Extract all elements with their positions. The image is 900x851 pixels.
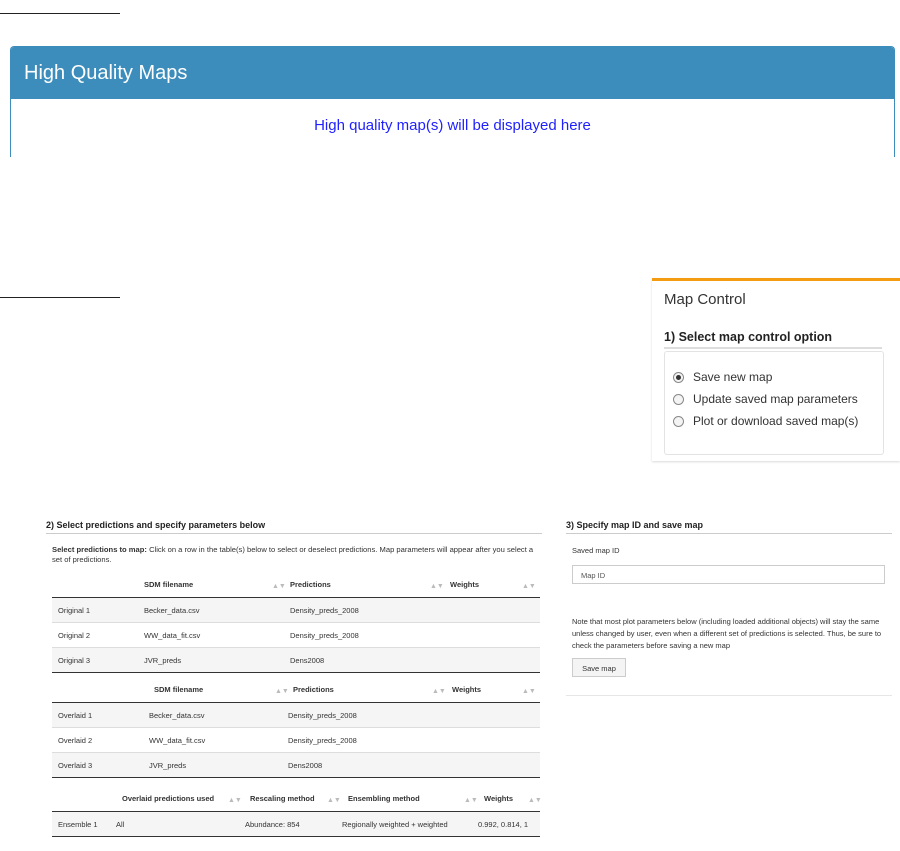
saved-map-id-label: Saved map ID bbox=[572, 546, 620, 555]
save-map-button[interactable]: Save map bbox=[572, 658, 626, 677]
col-rescaling[interactable]: Rescaling method bbox=[250, 794, 315, 803]
panel-title: 3) Specify map ID and save map bbox=[566, 520, 704, 530]
row-file: JVR_preds bbox=[144, 656, 182, 665]
row-file: WW_data_fit.csv bbox=[144, 631, 201, 640]
divider bbox=[46, 533, 542, 534]
table-header bbox=[52, 781, 540, 812]
row-id: Original 1 bbox=[58, 606, 91, 615]
ensemble-predictions-table bbox=[52, 781, 540, 837]
table-row[interactable] bbox=[52, 648, 540, 673]
row-id: Original 2 bbox=[58, 631, 91, 640]
instruction-bold: Select predictions to map: bbox=[52, 545, 147, 554]
table-row[interactable] bbox=[52, 728, 540, 753]
save-note: Note that most plot parameters below (including loaded additional objects) will stay the same unless changed by user, even when a different set of predictions is selected. Thus, be sure to check the parameters before saving a new map bbox=[572, 617, 882, 650]
sort-icon[interactable]: ▲▼ bbox=[528, 797, 542, 804]
row-file: JVR_preds bbox=[149, 761, 187, 770]
hq-header: High Quality Maps bbox=[11, 47, 894, 99]
table-header bbox=[52, 672, 540, 703]
sort-icon[interactable]: ▲▼ bbox=[272, 583, 286, 590]
row-method: Regionally weighted + weighted bbox=[342, 820, 448, 829]
underline-mark-top bbox=[0, 13, 120, 14]
divider bbox=[664, 347, 882, 349]
row-id: Overlaid 1 bbox=[58, 711, 93, 720]
radio-save-new-map[interactable] bbox=[673, 370, 772, 384]
row-weights: 0.992, 0.814, 1 bbox=[478, 820, 529, 829]
row-file: Becker_data.csv bbox=[144, 606, 200, 615]
radio-unchecked-icon[interactable] bbox=[673, 394, 684, 405]
sort-icon[interactable]: ▲▼ bbox=[522, 583, 536, 590]
radio-label: Save new map bbox=[693, 370, 773, 384]
row-id: Overlaid 2 bbox=[58, 736, 93, 745]
col-overlaid-used[interactable]: Overlaid predictions used bbox=[122, 794, 215, 803]
row-file: Becker_data.csv bbox=[149, 711, 205, 720]
col-sdm-filename[interactable]: SDM filename bbox=[154, 685, 204, 694]
row-pred: Density_preds_2008 bbox=[290, 606, 359, 615]
col-predictions[interactable]: Predictions bbox=[293, 685, 334, 694]
map-control-subtitle: 1) Select map control option bbox=[664, 330, 833, 344]
save-map-panel bbox=[562, 515, 895, 697]
sort-icon[interactable]: ▲▼ bbox=[464, 797, 478, 804]
original-predictions-table bbox=[52, 567, 540, 673]
radio-update-saved-map[interactable] bbox=[673, 392, 858, 406]
table-row[interactable] bbox=[52, 598, 540, 623]
row-pred: Dens2008 bbox=[288, 761, 323, 770]
row-pred: Density_preds_2008 bbox=[290, 631, 359, 640]
sort-icon[interactable]: ▲▼ bbox=[327, 797, 341, 804]
col-predictions[interactable]: Predictions bbox=[290, 580, 331, 589]
row-used: All bbox=[116, 820, 125, 829]
divider bbox=[566, 695, 892, 696]
row-id: Ensemble 1 bbox=[58, 820, 98, 829]
panel-title: 2) Select predictions and specify parameters below bbox=[46, 520, 266, 530]
radio-checked-icon[interactable] bbox=[673, 372, 684, 383]
sort-icon[interactable]: ▲▼ bbox=[228, 797, 242, 804]
radio-label: Update saved map parameters bbox=[693, 392, 858, 406]
radio-unchecked-icon[interactable] bbox=[673, 416, 684, 427]
map-control-box bbox=[652, 278, 900, 461]
table-header bbox=[52, 567, 540, 598]
instruction-body: Click on a row in the table(s) below to select or deselect predictions. Map parameters will appear after you select a set of predictions. bbox=[52, 545, 534, 564]
sort-icon[interactable]: ▲▼ bbox=[430, 583, 444, 590]
col-weights[interactable]: Weights bbox=[484, 794, 514, 803]
sort-icon[interactable]: ▲▼ bbox=[522, 688, 536, 695]
radio-label: Plot or download saved map(s) bbox=[693, 414, 859, 428]
divider bbox=[566, 533, 892, 534]
instruction-text bbox=[52, 545, 537, 564]
row-file: WW_data_fit.csv bbox=[149, 736, 206, 745]
overlaid-predictions-table bbox=[52, 672, 540, 778]
sort-icon[interactable]: ▲▼ bbox=[432, 688, 446, 695]
sort-icon[interactable]: ▲▼ bbox=[275, 688, 289, 695]
row-id: Original 3 bbox=[58, 656, 91, 665]
row-pred: Dens2008 bbox=[290, 656, 325, 665]
table-row[interactable] bbox=[52, 753, 540, 778]
col-sdm-filename[interactable]: SDM filename bbox=[144, 580, 194, 589]
high-quality-maps-box bbox=[10, 46, 895, 157]
map-id-input[interactable]: Map ID bbox=[572, 565, 885, 584]
select-predictions-panel bbox=[40, 515, 545, 845]
table-row[interactable] bbox=[52, 703, 540, 728]
table-row[interactable] bbox=[52, 812, 540, 837]
hq-placeholder-message: High quality map(s) will be displayed here bbox=[314, 117, 591, 134]
row-rescale: Abundance: 854 bbox=[245, 820, 300, 829]
radio-plot-download[interactable] bbox=[673, 414, 858, 428]
col-ensembling[interactable]: Ensembling method bbox=[348, 794, 420, 803]
map-control-title: Map Control bbox=[664, 291, 746, 308]
row-id: Overlaid 3 bbox=[58, 761, 93, 770]
row-pred: Density_preds_2008 bbox=[288, 711, 357, 720]
row-pred: Density_preds_2008 bbox=[288, 736, 357, 745]
table-row[interactable] bbox=[52, 623, 540, 648]
col-weights[interactable]: Weights bbox=[450, 580, 480, 589]
col-weights[interactable]: Weights bbox=[452, 685, 482, 694]
underline-mark-middle bbox=[0, 297, 120, 298]
map-control-options bbox=[664, 351, 884, 455]
